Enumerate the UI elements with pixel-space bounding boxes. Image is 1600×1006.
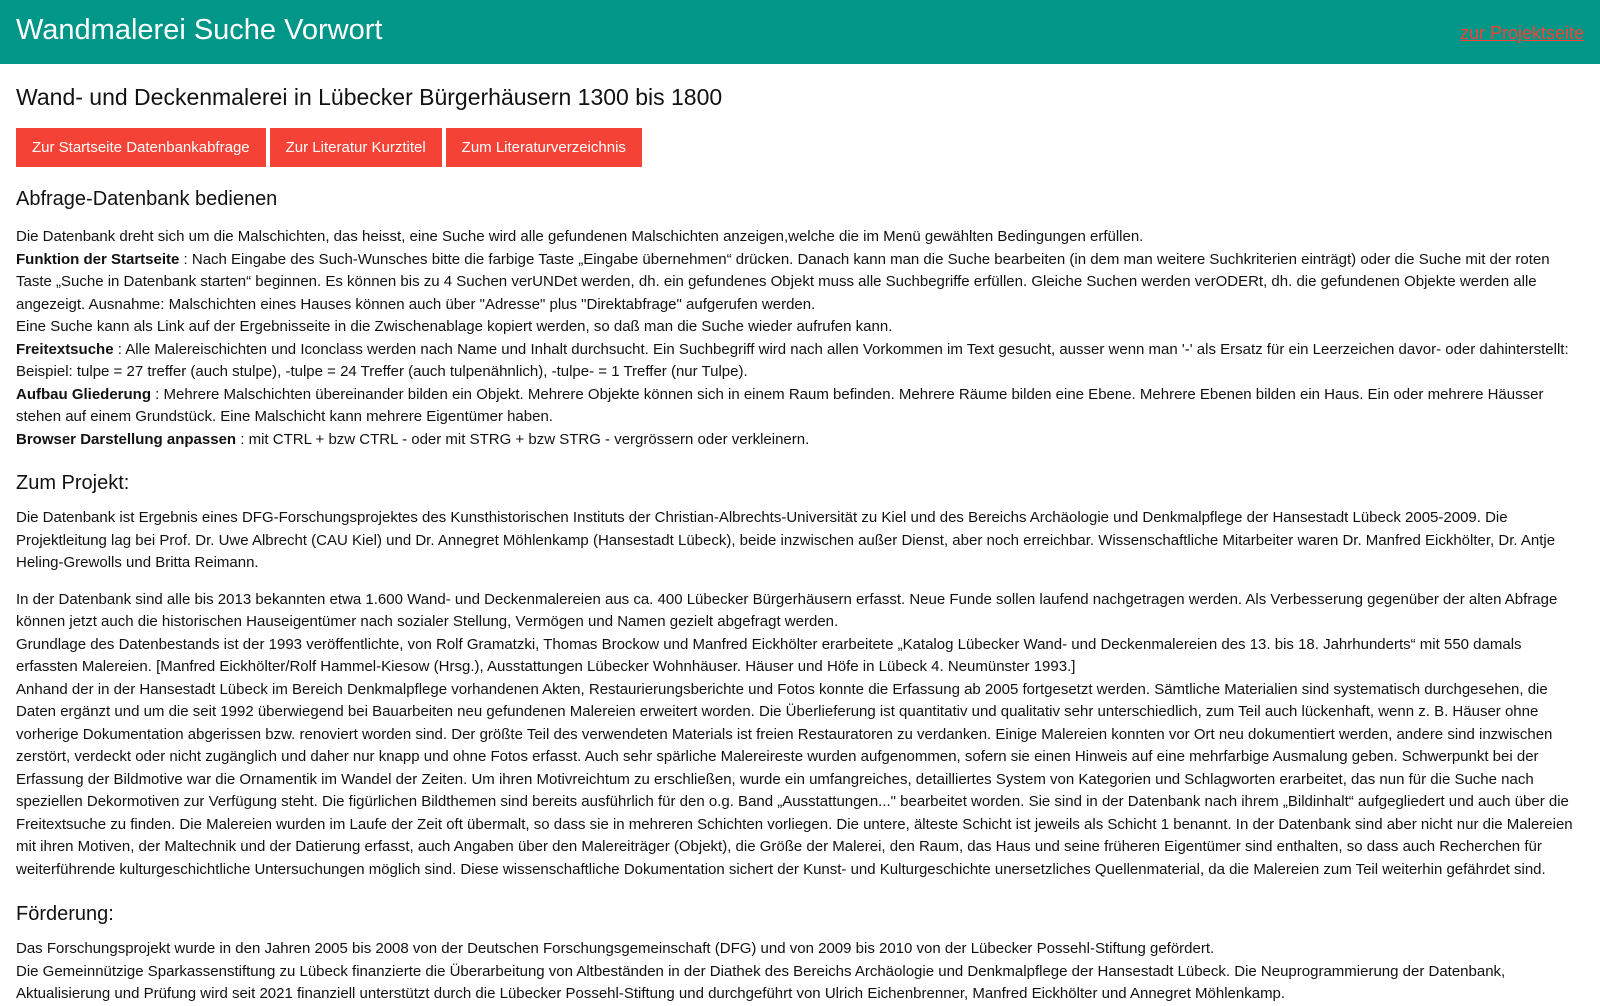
header-bar [0, 0, 1600, 64]
projekt-paragraph-4: Anhand der in der Hansestadt Lübeck im Bereich Denkmalpflege vorhandenen Akten, Restaurierungsberichte und Fotos konnte die Erfassung ab 2005 fortgesetzt werden. Sämtliche Materialien sind systematisch durchgesehen, die Daten ergänzt und um die seit 1992 überwiegend bei Bauarbeiten neu gefundenen Malereien erweitert worden. Die Überlieferung ist quantitativ und qualitativ sehr unterschiedlich, zum Teil auch lückenhaft, wenn z. B. Häuser ohne vorherige Dokumentation abgerissen bzw. renoviert worden sind. Der größte Teil des verwendeten Materials ist freien Restauratoren zu verdanken. Einige Malereien konnten vor Ort neu dokumentiert werden, andere sind inzwischen zerstört, verdeckt oder nicht zugänglich und daher nur knapp und ohne Fotos erfasst. Auch sehr spärliche Malereireste wurden aufgenommen, sofern sie einen Hinweis auf eine mehrfarbige Ausmalung geben. Schwerpunkt bei der Erfassung der Bildmotive war die Ornamentik im Wandel der Zeiten. Um ihren Motivreichtum zu erschließen, wurde ein umfangreiches, detailliertes System von Kategorien und Schlagworten erarbeitet, das nun für die Suche nach speziellen Dekormotiven zur Verfügung steht. Die figürlichen Bildthemen sind bereits ausführlich für den o.g. Band „Ausstattungen..." bearbeitet worden. Sie sind in der Datenbank nach ihrem „Bildinhalt“ aufgegliedert und auch über die Freitextsuche zu finden. Die Malereien wurden im Laufe der Zeit oft übermalt, so dass sie in mehreren Schichten vorliegen. Die untere, älteste Schicht ist jeweils als Schicht 1 benannt. In der Datenbank sind aber nicht nur die Malereien mit ihren Motiven, der Maltechnik und der Datierung erfasst, auch Angaben über den Malereiträger (Objekt), die Größe der Malerei, den Raum, das Haus und seine früheren Eigentümer sind enthalten, so dass auch Recherchen für weiterführende kulturgeschichtliche Untersuchungen möglich sind. Diese wissenschaftliche Dokumentation sichert der Kunst- und Kulturgeschichte unersetzliches Quellenmaterial, da die Malereien zum Teil weiterhin gefährdet sind. [16, 680, 1573, 878]
aufbau-text: : Mehrere Malschichten übereinander bilden ein Objekt. Mehrere Objekte können sich in einem Raum befinden. Mehrere Räume bilden eine Ebene. Mehrere Ebenen bilden ein Haus. Ein oder mehrere Häusser stehen auf einem Grundstück. Eine Malschicht kann mehrere Eigentümer haben. [16, 385, 1544, 425]
aufbau-label: Aufbau Gliederung [16, 385, 151, 403]
startseite-datenbankabfrage-button[interactable]: Zur Startseite Datenbankabfrage [16, 128, 266, 167]
link-paragraph: Eine Suche kann als Link auf der Ergebnisseite in die Zwischenablage kopiert werden, so daß man die Suche wieder aufrufen kann. [16, 318, 893, 335]
abfrage-section [16, 226, 1584, 451]
foerderung-section [16, 938, 1584, 1006]
literatur-kurztitel-button[interactable]: Zur Literatur Kurztitel [270, 128, 442, 167]
freitext-text: : Alle Malereischichten und Iconclass werden nach Name und Inhalt durchsucht. Ein Suchbegriff wird nach allen Vorkommen im Text gesucht, ausser wenn man '-' als Ersatz für ein Leerzeichen davor- oder dahinterstellt: Beispiel: tulpe = 27 treffer (auch stulpe), -tulpe = 24 Treffer (auch tulpenähnlich), -tulpe- = 1 Treffer (nur Tulpe). [16, 340, 1569, 380]
projekt-heading: Zum Projekt: [16, 472, 130, 494]
abfrage-intro: Die Datenbank dreht sich um die Malschichten, das heisst, eine Suche wird alle gefundenen Malschichten anzeigen,welche die im Menü gewählten Bedingungen erfüllen. [16, 228, 1144, 245]
foerderung-heading: Förderung: [16, 903, 114, 925]
browser-label: Browser Darstellung anpassen [16, 430, 237, 448]
projekt-paragraph-1: Die Datenbank ist Ergebnis eines DFG-Forschungsprojektes des Kunsthistorischen Instituts der Christian-Albrechts-Universität zu Kiel und des Bereichs Archäologie und Denkmalpflege der Hansestadt Lübeck 2005-2009. Die Projektleitung lag bei Prof. Dr. Uwe Albrecht (CAU Kiel) und Dr. Annegret Möhlenkamp (Hansestadt Lübeck), beide inzwischen außer Dienst, aber noch erreichbar. Wissenschaftliche Mitarbeiter waren Dr. Manfred Eickhölter, Dr. Antje Heling-Grewolls und Britta Reimann. [16, 509, 1556, 571]
foerderung-paragraph-1: Das Forschungsprojekt wurde in den Jahren 2005 bis 2008 von der Deutschen Forschungsgemeinschaft (DFG) und von 2009 bis 2010 von der Lübecker Possehl-Stiftung gefördert. [16, 940, 1215, 957]
nav-button-row [16, 128, 1584, 167]
app-title: Wandmalerei Suche Vorwort [16, 14, 383, 46]
projekt-paragraph-2: In der Datenbank sind alle bis 2013 bekannten etwa 1.600 Wand- und Deckenmalereien aus ca. 400 Lübecker Bürgerhäusern erfasst. Neue Funde sollen laufend nachgetragen werden. Als Verbesserung gegenüber der alten Abfrage können jetzt auch die historischen Hauseigentümer nach sozialer Stellung, Vermögen und Namen gezielt abgefragt werden. [16, 590, 1558, 630]
page-title: Wand- und Deckenmalerei in Lübecker Bürgerhäusern 1300 bis 1800 [16, 84, 723, 110]
abfrage-heading: Abfrage-Datenbank bedienen [16, 188, 278, 210]
aufbau-paragraph [16, 384, 1584, 429]
browser-text: : mit CTRL + bzw CTRL - oder mit STRG + bzw STRG - vergrössern oder verkleinern. [236, 430, 810, 448]
browser-paragraph [16, 429, 1584, 452]
freitext-label: Freitextsuche [16, 340, 114, 358]
freitext-paragraph [16, 339, 1584, 384]
funktion-paragraph [16, 249, 1584, 317]
projekt-section [16, 507, 1584, 881]
main-content [16, 64, 1584, 1006]
literaturverzeichnis-button[interactable]: Zum Literaturverzeichnis [446, 128, 642, 167]
project-page-link[interactable]: zur Projektseite [1459, 23, 1584, 43]
projekt-paragraph-3: Grundlage des Datenbestands ist der 1993 veröffentlichte, von Rolf Gramatzki, Thomas Brockow und Manfred Eickhölter erarbeitete „Katalog Lübecker Wand- und Deckenmalereien des 13. bis 18. Jahrhunderts“ mit 550 damals erfassten Malereien. [Manfred Eickhölter/Rolf Hammel-Kiesow (Hrsg.), Ausstattungen Lübecker Wohnhäuser. Häuser und Höfe in Lübeck 4. Neumünster 1993.] [16, 635, 1522, 675]
funktion-text: : Nach Eingabe des Such-Wunsches bitte die farbige Taste „Eingabe übernehmen“ drücken. Danach kann man die Suche bearbeiten (in dem man weitere Suchkriterien einträgt) oder die Suche mit der roten Taste „Suche in Datenbank starten“ beginnen. Es können bis zu 4 Suchen verUNDet werden, dh. ein gefundenes Objekt muss alle Suchbegriffe erfüllen. Gleiche Suchen werden verODERt, dh. die gefundenen Objekte werden alle angezeigt. Ausnahme: Malschichten eines Hauses können auch über "Adresse" plus "Direktabfrage" aufgerufen werden. [16, 250, 1550, 313]
foerderung-paragraph-2: Die Gemeinnützige Sparkassenstiftung zu Lübeck finanzierte die Überarbeitung von Altbeständen in der Diathek des Bereichs Archäologie und Denkmalpflege der Hansestadt Lübeck. Die Neuprogrammierung der Datenbank, Aktualisierung und Prüfung wird seit 2021 finanziell unterstützt durch die Lübecker Possehl-Stiftung und durchgeführt von Ulrich Eichenbrenner, Manfred Eickhölter und Annegret Möhlenkamp. [16, 962, 1506, 1002]
funktion-label: Funktion der Startseite [16, 250, 180, 268]
